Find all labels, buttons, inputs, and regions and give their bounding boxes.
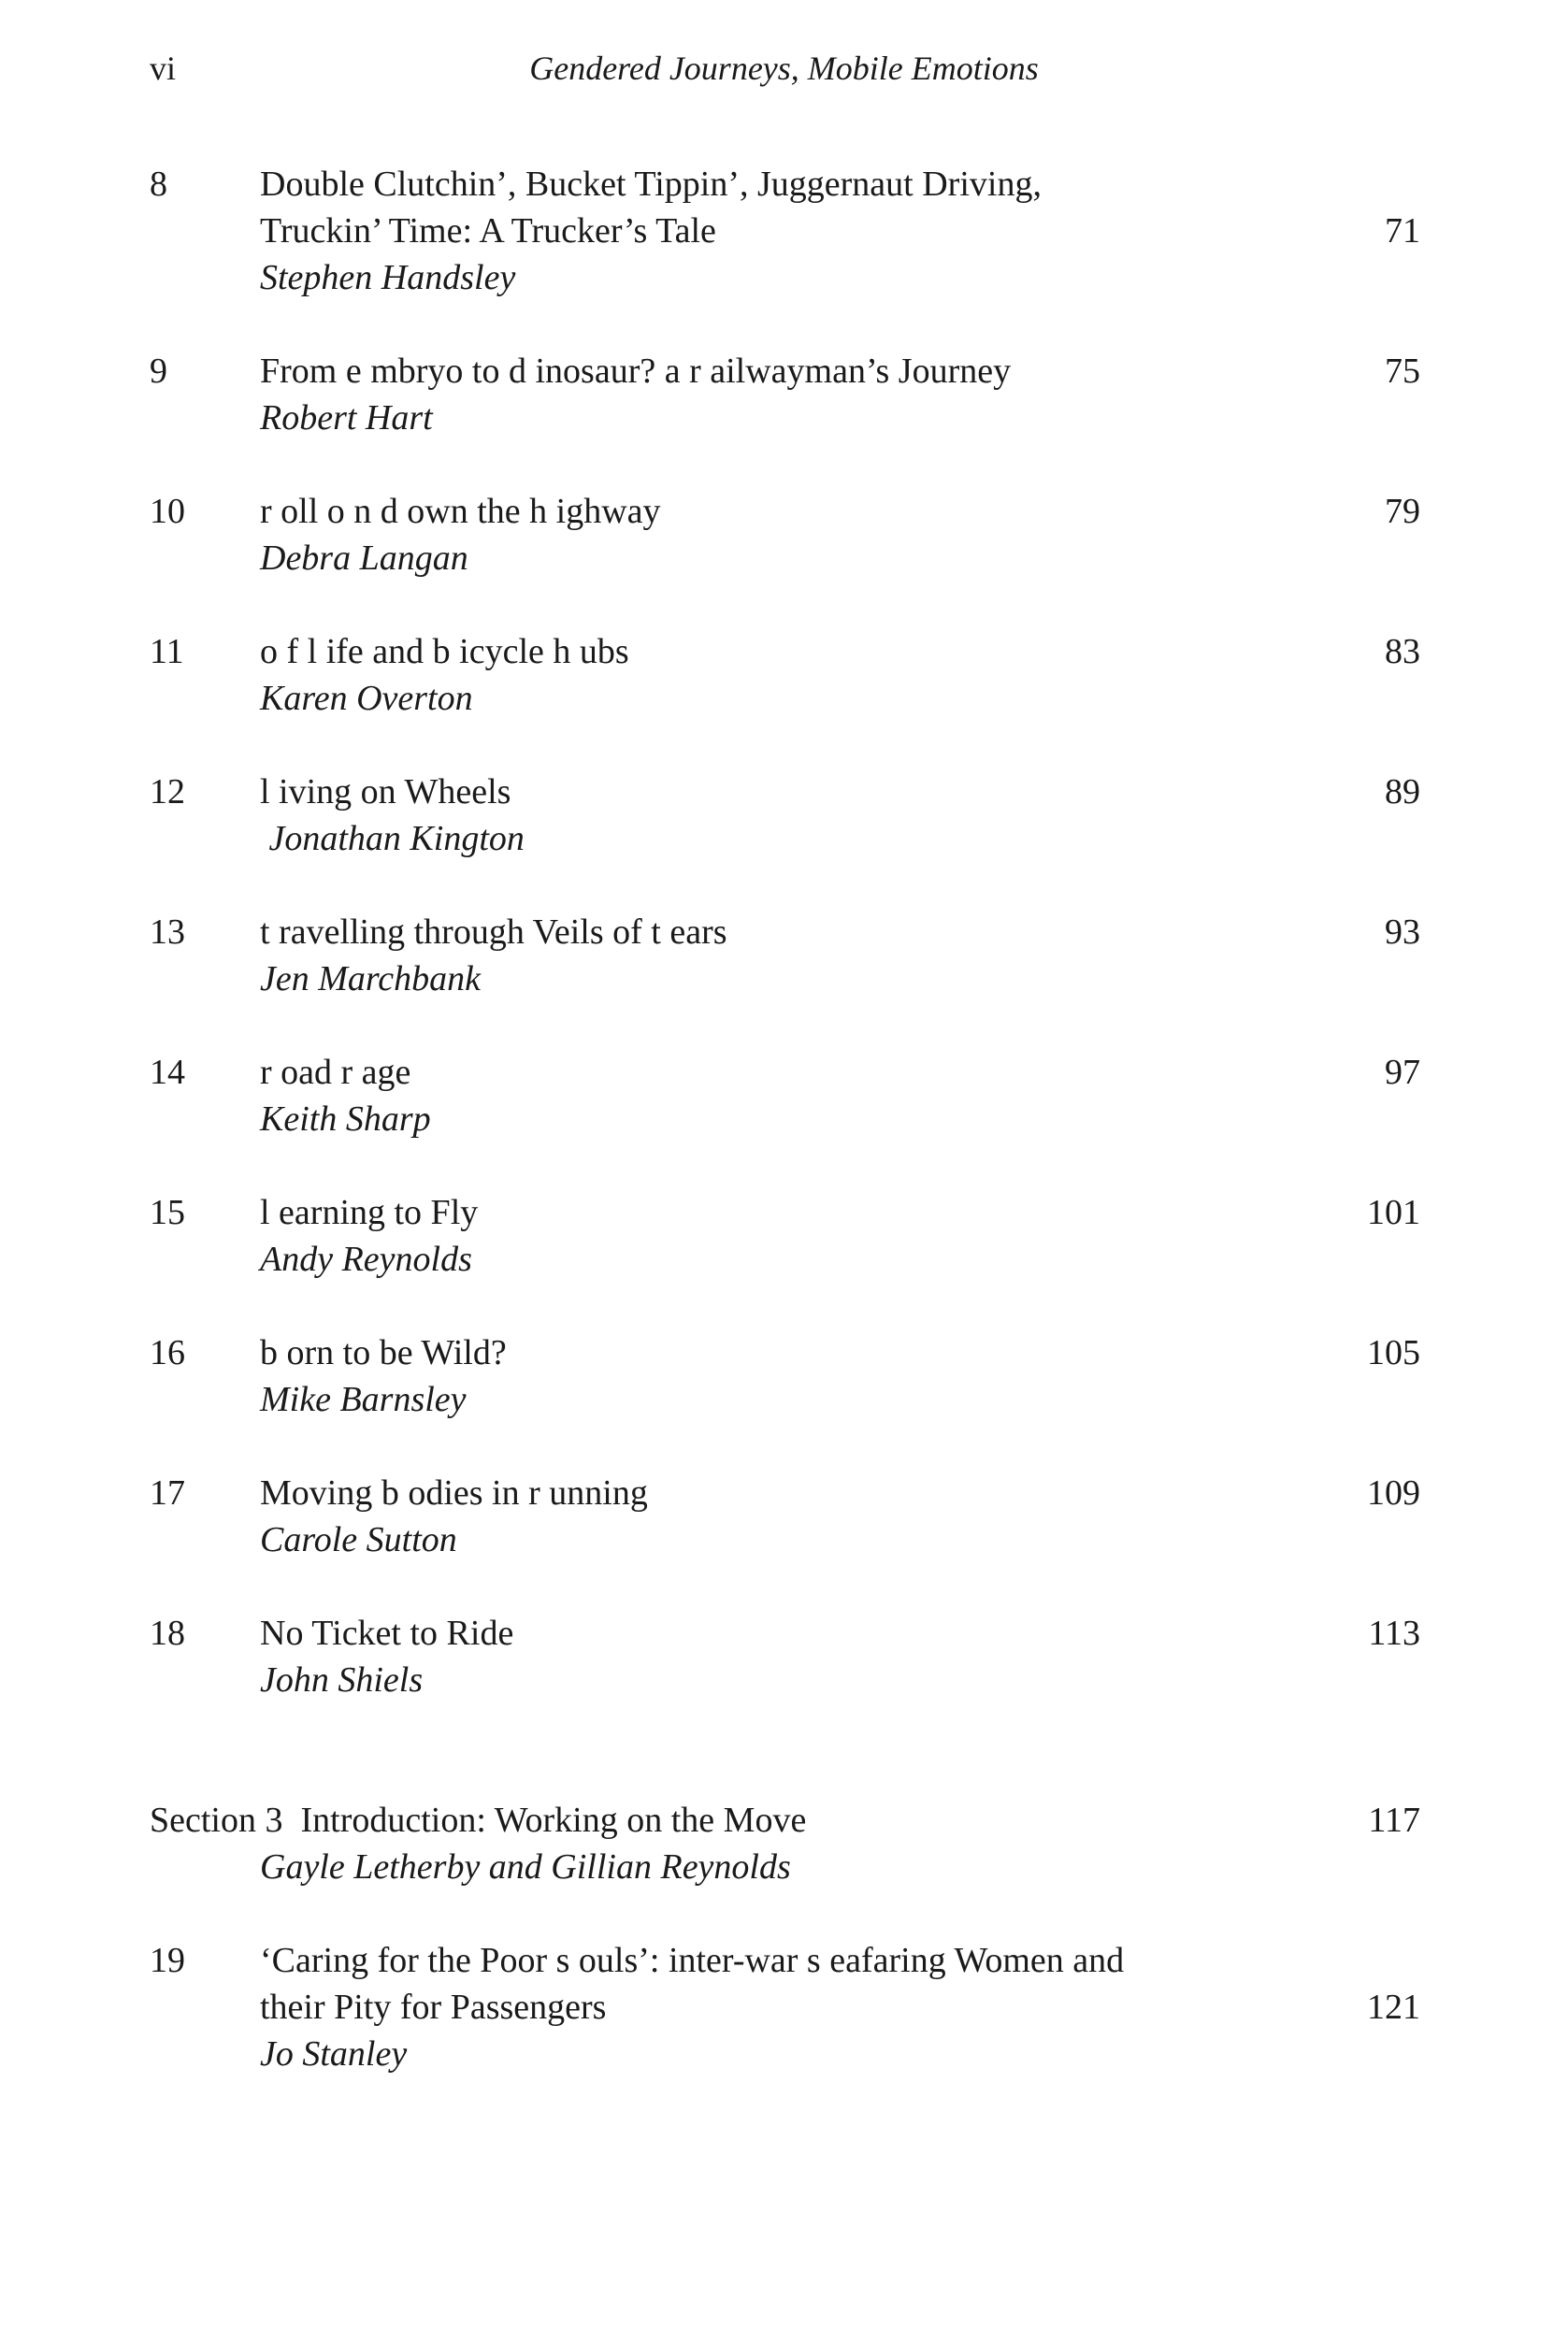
chapter-title-block bbox=[260, 161, 1307, 301]
section-number: Section 3 bbox=[150, 1801, 283, 1840]
chapter-number: 19 bbox=[150, 1941, 185, 1980]
chapter-author: Carole Sutton bbox=[260, 1520, 457, 1559]
section-author-block bbox=[260, 1844, 1307, 1890]
chapter-title-line: Moving b odies in r unning bbox=[260, 1473, 648, 1513]
page-number: 71 bbox=[1385, 211, 1420, 251]
chapter-number: 17 bbox=[150, 1473, 185, 1513]
page-number: 113 bbox=[1368, 1614, 1420, 1653]
chapter-title-line: ‘Caring for the Poor s ouls’: inter-war s eafaring Women and bbox=[260, 1941, 1125, 1980]
chapter-number: 9 bbox=[150, 352, 167, 391]
chapter-author: Mike Barnsley bbox=[260, 1380, 467, 1419]
chapter-number: 13 bbox=[150, 912, 185, 952]
section-title: Introduction: Working on the Move bbox=[300, 1801, 807, 1840]
chapter-author: Jonathan Kington bbox=[260, 819, 525, 858]
chapter-title-line: Truckin’ Time: A Trucker’s Tale bbox=[260, 211, 716, 251]
chapter-number: 15 bbox=[150, 1193, 185, 1232]
chapter-title-block bbox=[260, 348, 1307, 441]
section-label bbox=[150, 1797, 806, 1844]
chapter-author: John Shiels bbox=[260, 1660, 424, 1700]
chapter-title-block bbox=[260, 1329, 1307, 1423]
chapter-author: Stephen Handsley bbox=[260, 258, 516, 297]
chapter-title-line: No Ticket to Ride bbox=[260, 1614, 514, 1653]
chapter-author: Karen Overton bbox=[260, 679, 473, 718]
page-number: 75 bbox=[1385, 352, 1420, 391]
chapter-author: Keith Sharp bbox=[260, 1099, 431, 1139]
chapter-number: 14 bbox=[150, 1053, 185, 1092]
page-number: 101 bbox=[1367, 1193, 1420, 1232]
page-number: 105 bbox=[1367, 1333, 1420, 1372]
chapter-author: Robert Hart bbox=[260, 398, 433, 438]
chapter-title-block bbox=[260, 1049, 1307, 1142]
chapter-title-block bbox=[260, 488, 1307, 582]
chapter-author: Debra Langan bbox=[260, 539, 468, 578]
running-header bbox=[0, 45, 1568, 92]
chapter-title-block bbox=[260, 909, 1307, 1002]
chapter-number: 10 bbox=[150, 492, 185, 531]
chapter-author: Andy Reynolds bbox=[260, 1240, 472, 1279]
chapter-title-line: o f l ife and b icycle h ubs bbox=[260, 632, 629, 671]
page-number: 79 bbox=[1385, 492, 1420, 531]
chapter-number: 16 bbox=[150, 1333, 185, 1372]
chapter-title-line: t ravelling through Veils of t ears bbox=[260, 912, 727, 952]
chapter-author: Jo Stanley bbox=[260, 2034, 408, 2074]
chapter-title-line: r oad r age bbox=[260, 1053, 411, 1092]
chapter-title-line: From e mbryo to d inosaur? a r ailwayman’s Journey bbox=[260, 352, 1012, 391]
page-number: 109 bbox=[1367, 1473, 1420, 1513]
chapter-title-block bbox=[260, 628, 1307, 722]
chapter-title-block bbox=[260, 1937, 1307, 2077]
page-folio: vi bbox=[150, 50, 177, 87]
page-number: 117 bbox=[1368, 1801, 1420, 1840]
page-number: 93 bbox=[1385, 912, 1420, 952]
chapter-title-line: their Pity for Passengers bbox=[260, 1988, 607, 2027]
chapter-author: Jen Marchbank bbox=[260, 959, 481, 998]
chapter-title-line: l earning to Fly bbox=[260, 1193, 479, 1232]
chapter-number: 18 bbox=[150, 1614, 185, 1653]
chapter-title-block bbox=[260, 1610, 1307, 1703]
page-number: 121 bbox=[1367, 1988, 1420, 2027]
chapter-title-line: b orn to be Wild? bbox=[260, 1333, 507, 1372]
chapter-title-line: Double Clutchin’, Bucket Tippin’, Juggernaut Driving, bbox=[260, 165, 1042, 204]
chapter-title-block bbox=[260, 768, 1307, 862]
page-number: 83 bbox=[1385, 632, 1420, 671]
running-title: Gendered Journeys, Mobile Emotions bbox=[529, 50, 1039, 87]
chapter-number: 8 bbox=[150, 165, 167, 204]
chapter-title-block bbox=[260, 1470, 1307, 1563]
section-author: Gayle Letherby and Gillian Reynolds bbox=[260, 1847, 791, 1887]
chapter-title-line: l iving on Wheels bbox=[260, 772, 511, 811]
chapter-title-line: r oll o n d own the h ighway bbox=[260, 492, 661, 531]
chapter-number: 12 bbox=[150, 772, 185, 811]
chapter-title-block bbox=[260, 1189, 1307, 1283]
page-number: 89 bbox=[1385, 772, 1420, 811]
page-number: 97 bbox=[1385, 1053, 1420, 1092]
chapter-number: 11 bbox=[150, 632, 184, 671]
